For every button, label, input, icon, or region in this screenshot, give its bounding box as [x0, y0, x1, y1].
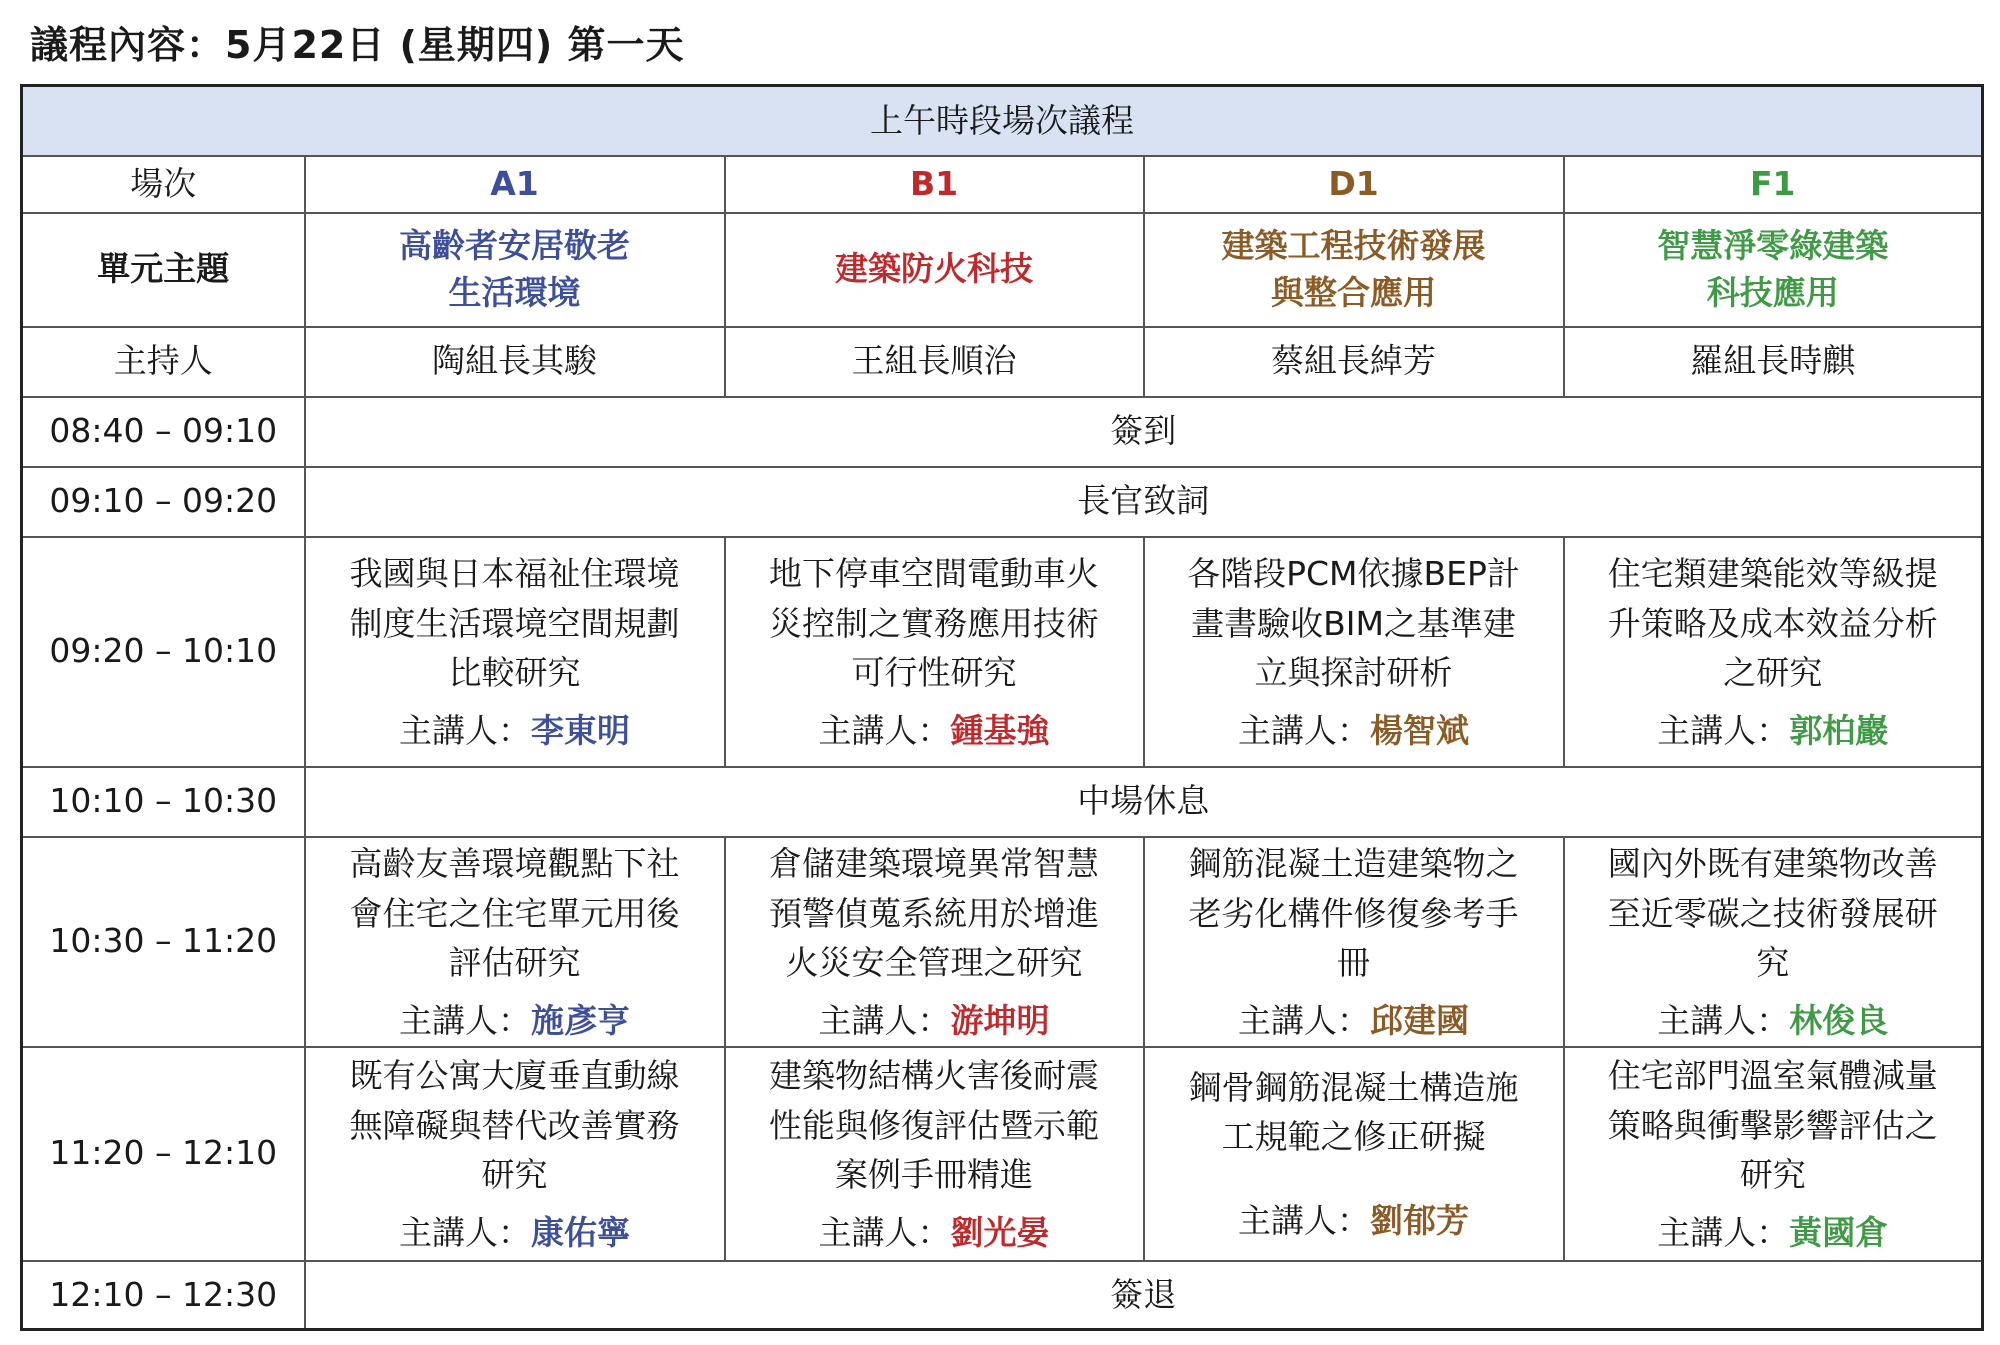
talk-title-line: 至近零碳之技術發展研 [1607, 893, 1938, 933]
time-slot: 09:20 – 10:10 [22, 537, 305, 767]
theme-d1 [1144, 213, 1564, 327]
theme-d1-line2: 與整合應用 [1271, 272, 1436, 312]
talk-title-line: 畫書驗收BIM之基準建 [1191, 603, 1516, 643]
time-slot: 08:40 – 09:10 [22, 397, 305, 467]
talk-title-line: 會住宅之住宅單元用後 [349, 893, 680, 933]
theme-row [22, 213, 1983, 327]
talk-cell-b1 [725, 537, 1144, 767]
row-label-session: 場次 [22, 156, 305, 213]
event-checkout: 簽退 [305, 1261, 1983, 1330]
talk-title-line: 既有公寓大廈垂直動線 [349, 1056, 680, 1096]
talk-cell-a1 [305, 537, 725, 767]
speaker-name: 劉郁芳 [1370, 1200, 1469, 1240]
talk-speaker [734, 1210, 1135, 1256]
talk-title-line: 倉儲建築環境異常智慧 [769, 844, 1099, 884]
theme-a1 [305, 213, 725, 327]
talk-title [734, 549, 1135, 698]
talk-title-line: 制度生活環境空間規劃 [349, 603, 680, 643]
schedule-row-break [22, 767, 1983, 837]
session-code-d1: D1 [1144, 156, 1564, 213]
speaker-prefix: 主講人： [1657, 1000, 1790, 1040]
time-slot: 11:20 – 12:10 [22, 1047, 305, 1261]
talk-title [1153, 1063, 1555, 1162]
talk-cell-b1 [725, 837, 1144, 1047]
theme-f1-line2: 科技應用 [1706, 272, 1839, 312]
host-a1: 陶組長其駿 [305, 327, 725, 397]
talk-cell-f1 [1564, 837, 1983, 1047]
talk-cell-d1 [1144, 837, 1564, 1047]
schedule-row-checkout [22, 1261, 1983, 1330]
talk-title-line: 比較研究 [448, 653, 581, 693]
talk-title-line: 預警偵蒐系統用於增進 [769, 893, 1099, 933]
talk-title [314, 839, 716, 988]
host-b1: 王組長順治 [725, 327, 1144, 397]
host-row [22, 327, 1983, 397]
talk-cell-d1 [1144, 1047, 1564, 1261]
band-title: 上午時段場次議程 [22, 86, 1983, 156]
talk-title-line: 地下停車空間電動車火 [769, 554, 1099, 594]
talk-speaker [314, 708, 716, 754]
talk-cell-a1 [305, 1047, 725, 1261]
talk-speaker [1153, 1198, 1555, 1244]
time-slot: 10:10 – 10:30 [22, 767, 305, 837]
speaker-prefix: 主講人： [399, 1000, 531, 1040]
event-checkin: 簽到 [305, 397, 1983, 467]
talk-speaker [1573, 998, 1974, 1044]
speaker-name: 林俊良 [1789, 1000, 1889, 1040]
talk-cell-a1 [305, 837, 725, 1047]
speaker-prefix: 主講人： [1238, 1200, 1370, 1240]
schedule-row-checkin [22, 397, 1983, 467]
talk-title-line: 我國與日本福祉住環境 [349, 554, 680, 594]
talk-title-line: 策略與衝擊影響評估之 [1607, 1105, 1938, 1145]
talk-title [1573, 549, 1974, 698]
speaker-name: 楊智斌 [1370, 710, 1469, 750]
talk-title-line: 性能與修復評估暨示範 [769, 1105, 1099, 1145]
page-title: 議程內容：5月22日 (星期四) 第一天 [30, 23, 685, 67]
talk-title [1153, 839, 1555, 988]
talk-title [1153, 549, 1555, 698]
speaker-name: 黃國倉 [1789, 1212, 1889, 1252]
talk-title [314, 549, 716, 698]
talk-speaker [1573, 1210, 1974, 1256]
talk-title-line: 住宅類建築能效等級提 [1607, 554, 1938, 594]
session-code-a1: A1 [305, 156, 725, 213]
talk-title [734, 839, 1135, 988]
host-f1: 羅組長時麒 [1564, 327, 1983, 397]
theme-a1-line1: 高齡者安居敬老 [399, 226, 630, 266]
time-slot: 12:10 – 12:30 [22, 1261, 305, 1330]
event-opening-remarks: 長官致詞 [305, 467, 1983, 537]
speaker-prefix: 主講人： [1238, 1000, 1370, 1040]
talk-title-line: 各階段PCM依據BEP計 [1187, 554, 1520, 594]
talk-cell-f1 [1564, 1047, 1983, 1261]
band-row [22, 86, 1983, 156]
speaker-prefix: 主講人： [818, 1212, 951, 1252]
talk-speaker [734, 708, 1135, 754]
talk-speaker [1573, 708, 1974, 754]
speaker-name: 劉光晏 [950, 1212, 1050, 1252]
talk-title-line: 立與探討研析 [1254, 653, 1453, 693]
talk-title [314, 1051, 716, 1200]
talk-title-line: 研究 [481, 1155, 548, 1195]
talk-title-line: 建築物結構火害後耐震 [769, 1056, 1099, 1096]
host-d1: 蔡組長綽芳 [1144, 327, 1564, 397]
speaker-name: 李東明 [531, 710, 630, 750]
talk-title-line: 無障礙與替代改善實務 [349, 1105, 680, 1145]
speaker-prefix: 主講人： [1657, 710, 1790, 750]
theme-a1-line2: 生活環境 [448, 272, 581, 312]
talk-title-line: 火災安全管理之研究 [785, 943, 1083, 983]
talk-title-line: 國內外既有建築物改善 [1607, 844, 1938, 884]
talk-title-line: 可行性研究 [851, 653, 1017, 693]
session-code-f1: F1 [1564, 156, 1983, 213]
row-label-host: 主持人 [22, 327, 305, 397]
speaker-prefix: 主講人： [399, 1212, 531, 1252]
speaker-prefix: 主講人： [818, 710, 951, 750]
theme-d1-line1: 建築工程技術發展 [1221, 226, 1486, 266]
speaker-prefix: 主講人： [1657, 1212, 1790, 1252]
talk-speaker [314, 1210, 716, 1256]
theme-b1-line1: 建築防火科技 [835, 249, 1033, 289]
talk-title-line: 鋼骨鋼筋混凝土構造施 [1188, 1067, 1519, 1107]
talk-speaker [1153, 998, 1555, 1044]
talk-title-line: 究 [1756, 943, 1790, 983]
talk-speaker [1153, 708, 1555, 754]
talk-title-line: 災控制之實務應用技術 [769, 603, 1099, 643]
talk-title-line: 之研究 [1723, 653, 1823, 693]
talk-title-line: 冊 [1337, 943, 1370, 983]
talk-cell-b1 [725, 1047, 1144, 1261]
agenda-table [20, 84, 1984, 1331]
time-slot: 10:30 – 11:20 [22, 837, 305, 1047]
time-slot: 09:10 – 09:20 [22, 467, 305, 537]
talk-cell-f1 [1564, 537, 1983, 767]
talk-title-line: 升策略及成本效益分析 [1607, 603, 1938, 643]
talk-title-line: 鋼筋混凝土造建築物之 [1188, 844, 1519, 884]
schedule-row-talks-2 [22, 837, 1983, 1047]
speaker-name: 施彥亨 [531, 1000, 630, 1040]
talk-speaker [734, 998, 1135, 1044]
talk-title-line: 研究 [1739, 1155, 1806, 1195]
talk-title [1573, 1051, 1974, 1200]
talk-title-line: 高齡友善環境觀點下社 [349, 844, 680, 884]
talk-title [734, 1051, 1135, 1200]
row-label-theme: 單元主題 [22, 213, 305, 327]
session-code-row [22, 156, 1983, 213]
talk-cell-d1 [1144, 537, 1564, 767]
talk-title-line: 住宅部門溫室氣體減量 [1607, 1056, 1938, 1096]
talk-title-line: 案例手冊精進 [835, 1155, 1033, 1195]
talk-title-line: 老劣化構件修復參考手 [1188, 893, 1519, 933]
schedule-row-opening [22, 467, 1983, 537]
theme-b1 [725, 213, 1144, 327]
event-break: 中場休息 [305, 767, 1983, 837]
speaker-name: 邱建國 [1370, 1000, 1469, 1040]
schedule-row-talks-3 [22, 1047, 1983, 1261]
speaker-prefix: 主講人： [1238, 710, 1370, 750]
speaker-prefix: 主講人： [818, 1000, 951, 1040]
talk-title-line: 工規範之修正研擬 [1221, 1117, 1486, 1157]
talk-title [1573, 839, 1974, 988]
theme-f1-line1: 智慧淨零綠建築 [1657, 226, 1889, 266]
theme-f1 [1564, 213, 1983, 327]
speaker-name: 鍾基強 [950, 710, 1050, 750]
schedule-row-talks-1 [22, 537, 1983, 767]
speaker-name: 郭柏巖 [1789, 710, 1889, 750]
speaker-prefix: 主講人： [399, 710, 531, 750]
talk-speaker [314, 998, 716, 1044]
speaker-name: 康佑寧 [531, 1212, 630, 1252]
session-code-b1: B1 [725, 156, 1144, 213]
talk-title-line: 評估研究 [448, 943, 581, 983]
speaker-name: 游坤明 [950, 1000, 1050, 1040]
